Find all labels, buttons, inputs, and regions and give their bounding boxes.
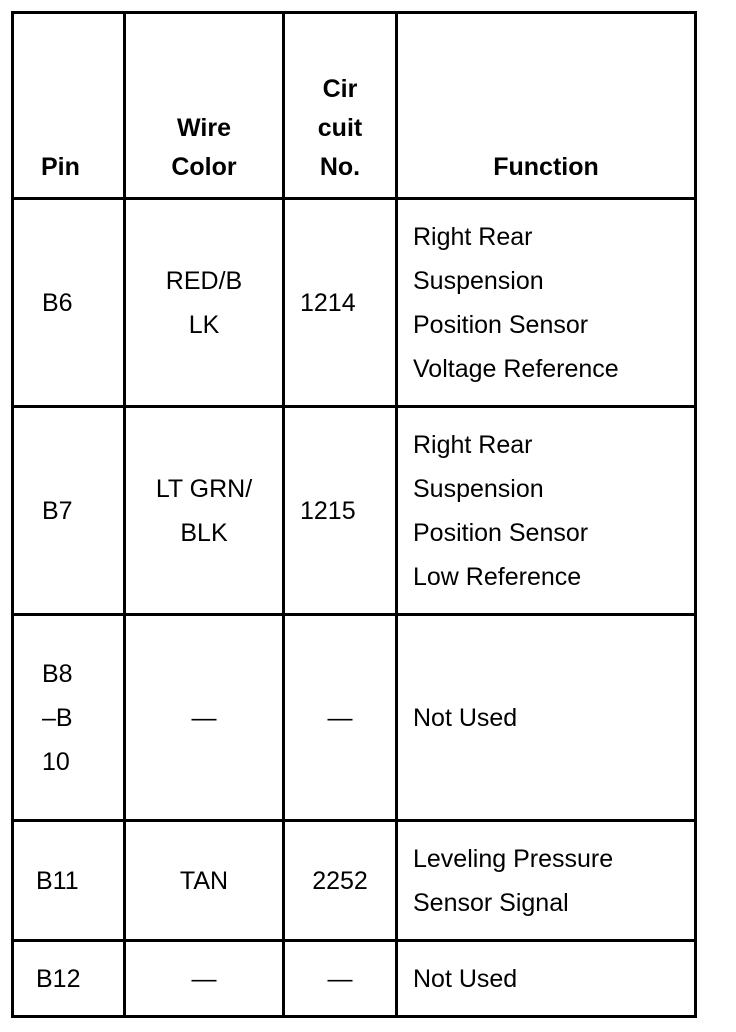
circuit-cell — [284, 821, 397, 941]
header-pin-label: Pin — [41, 153, 80, 181]
pin-text: 10 — [42, 747, 70, 776]
wire-color-text: BLK — [180, 518, 228, 547]
wire-color-cell — [125, 821, 284, 941]
pin-text: B7 — [42, 496, 73, 525]
wire-color-cell — [125, 615, 284, 821]
function-cell — [397, 821, 696, 941]
pin-cell — [13, 941, 125, 1017]
table-row — [13, 615, 696, 821]
function-text: Position Sensor — [413, 518, 589, 547]
pin-cell — [13, 615, 125, 821]
function-cell — [397, 199, 696, 407]
pin-text: B11 — [36, 866, 79, 895]
wire-color-text: TAN — [179, 866, 229, 895]
pin-text: B12 — [36, 964, 81, 993]
wire-color-text: LT GRN/ — [155, 474, 253, 503]
header-wire-color — [125, 13, 284, 199]
function-text: Sensor Signal — [413, 888, 569, 917]
pin-cell — [13, 199, 125, 407]
circuit-text: 1215 — [300, 496, 356, 525]
function-cell — [397, 615, 696, 821]
pin-text: B8 — [42, 659, 73, 688]
header-circuit-line: cuit — [317, 114, 363, 142]
function-text: Leveling Pressure — [413, 844, 614, 873]
function-cell — [397, 941, 696, 1017]
function-text: Not Used — [413, 703, 518, 732]
header-function — [397, 13, 696, 199]
pin-cell — [13, 821, 125, 941]
header-row — [13, 13, 696, 199]
circuit-cell — [284, 941, 397, 1017]
function-text: Suspension — [413, 474, 544, 503]
pin-text: –B — [42, 703, 73, 732]
pin-cell — [13, 407, 125, 615]
circuit-cell — [284, 615, 397, 821]
table-row — [13, 821, 696, 941]
header-circuit-line: No. — [319, 153, 361, 181]
wire-color-text: — — [191, 703, 217, 732]
circuit-text: — — [327, 703, 353, 732]
header-circuit-no — [284, 13, 397, 199]
header-wire-color-line: Wire — [177, 114, 231, 142]
circuit-text: 2252 — [312, 866, 368, 895]
circuit-text: 1214 — [300, 288, 356, 317]
header-circuit-line: Cir — [322, 75, 358, 103]
circuit-text: — — [327, 964, 353, 993]
function-text: Not Used — [413, 964, 518, 993]
wire-color-text: RED/B — [165, 266, 243, 295]
circuit-cell — [284, 407, 397, 615]
header-function-label: Function — [493, 153, 599, 181]
wire-color-cell — [125, 199, 284, 407]
wire-color-cell — [125, 407, 284, 615]
function-text: Right Rear — [413, 222, 533, 251]
function-cell — [397, 407, 696, 615]
table-row — [13, 199, 696, 407]
function-text: Low Reference — [413, 562, 582, 591]
function-text: Suspension — [413, 266, 544, 295]
table-row — [13, 407, 696, 615]
function-text: Right Rear — [413, 430, 533, 459]
header-pin — [13, 13, 125, 199]
pin-text: B6 — [42, 288, 73, 317]
wire-color-text: LK — [188, 310, 220, 339]
header-wire-color-line: Color — [171, 153, 237, 181]
table-row — [13, 941, 696, 1017]
function-text: Voltage Reference — [413, 354, 619, 383]
function-text: Position Sensor — [413, 310, 589, 339]
circuit-cell — [284, 199, 397, 407]
wire-color-cell — [125, 941, 284, 1017]
wire-color-text: — — [191, 964, 217, 993]
connector-pinout-table — [11, 11, 697, 1018]
